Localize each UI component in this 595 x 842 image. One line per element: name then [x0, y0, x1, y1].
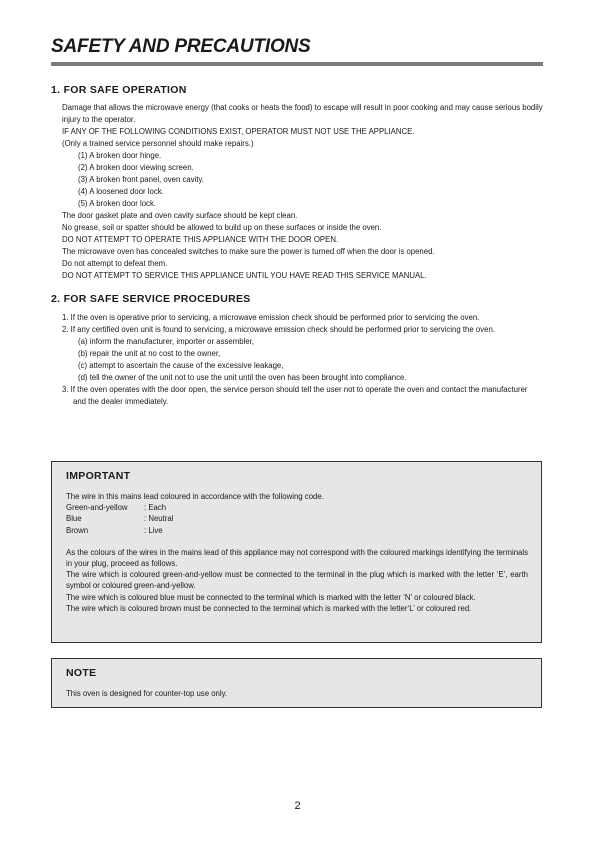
section-1-warning: IF ANY OF THE FOLLOWING CONDITIONS EXIST, OPERATOR MUST NOT USE THE APPLIANCE.: [62, 127, 415, 136]
section-2-body: [62, 312, 540, 408]
important-paragraph: The wire which is coloured blue must be connected to the terminal which is marked with the letter ‘N’ or coloured black.: [66, 592, 476, 602]
title-rule: [51, 62, 543, 66]
procedure-subitem: (b) repair the unit at no cost to the owner,: [78, 349, 221, 358]
condition-item: (1) A broken door hinge.: [78, 151, 162, 160]
section-1-text: Do not attempt to defeat them.: [62, 259, 168, 268]
condition-item: (5) A broken door lock.: [78, 199, 157, 208]
section-1-intro: Damage that allows the microwave energy (that cooks or heats the food) to escape will result in poor cooking and may cause serious bodily injury to the operator.: [62, 103, 543, 124]
wire-meaning: : Neutral: [144, 514, 174, 524]
important-body: [66, 491, 528, 614]
section-1-body: [62, 102, 546, 282]
procedure-item: 3. If the oven operates with the door open, the service person should tell the user not to operate the oven and contact the manufacturer and the dealer immediately.: [62, 385, 528, 406]
important-paragraph: The wire which is coloured brown must be connected to the terminal which is marked with the letter‘L’ or coloured red.: [66, 603, 472, 613]
wire-color: Brown: [66, 525, 89, 535]
procedure-item: 2. If any certified oven unit is found to servicing, a microwave emission check should be performed prior to servicing the oven.: [62, 325, 495, 334]
note-box: [51, 658, 542, 708]
procedure-subitem: (c) attempt to ascertain the cause of the excessive leakage,: [78, 361, 284, 370]
note-text: This oven is designed for counter-top use only.: [66, 689, 228, 698]
page-title: SAFETY AND PRECAUTIONS: [51, 36, 311, 57]
wire-meaning: : Each: [144, 503, 167, 513]
spacer: [66, 536, 528, 547]
important-box: [51, 461, 542, 643]
section-1-text: The door gasket plate and oven cavity surface should be kept clean.: [62, 211, 298, 220]
section-2-heading: 2. FOR SAFE SERVICE PROCEDURES: [51, 293, 251, 305]
wire-color: Green-and-yellow: [66, 503, 128, 513]
procedure-subitem: (d) tell the owner of the unit not to use the unit until the oven has been brought into compliance.: [78, 373, 407, 382]
important-paragraph: As the colours of the wires in the mains lead of this appliance may not correspond with the coloured markings identifying the terminals in your plug, proceed as follows.: [66, 547, 528, 569]
important-heading: IMPORTANT: [66, 470, 131, 482]
section-1-text: DO NOT ATTEMPT TO OPERATE THIS APPLIANCE WITH THE DOOR OPEN.: [62, 235, 339, 244]
important-intro: The wire in this mains lead coloured in accordance with the following code.: [66, 492, 324, 501]
wire-code-row: [66, 513, 528, 524]
note-heading: NOTE: [66, 667, 97, 679]
wire-code-row: [66, 502, 528, 513]
wire-code-row: [66, 525, 528, 536]
section-1-note: (Only a trained service personnel should make repairs.): [62, 139, 254, 148]
wire-color: Blue: [66, 514, 82, 524]
section-1-text: No grease, soil or spatter should be allowed to build up on these surfaces or inside the oven.: [62, 223, 382, 232]
condition-item: (2) A broken door viewing screen.: [78, 163, 194, 172]
procedure-subitem: (a) inform the manufacturer, importer or assembler,: [78, 337, 254, 346]
condition-item: (3) A broken front panel, oven cavity.: [78, 175, 204, 184]
wire-meaning: : Live: [144, 525, 163, 535]
condition-item: (4) A loosened door lock.: [78, 187, 164, 196]
section-1-heading: 1. FOR SAFE OPERATION: [51, 84, 187, 96]
procedure-item: 1. If the oven is operative prior to servicing, a microwave emission check should be performed prior to servicing the oven.: [62, 313, 480, 322]
section-1-text: DO NOT ATTEMPT TO SERVICE THIS APPLIANCE UNTIL YOU HAVE READ THIS SERVICE MANUAL.: [62, 271, 427, 280]
page-number: 2: [294, 800, 301, 812]
important-paragraph: The wire which is coloured green-and-yellow must be connected to the terminal in the plug which is marked with the letter ‘E’, earth symbol or coloured green-and-yellow.: [66, 570, 528, 591]
section-1-text: The microwave oven has concealed switches to make sure the power is turned off when the door is opened.: [62, 247, 435, 256]
